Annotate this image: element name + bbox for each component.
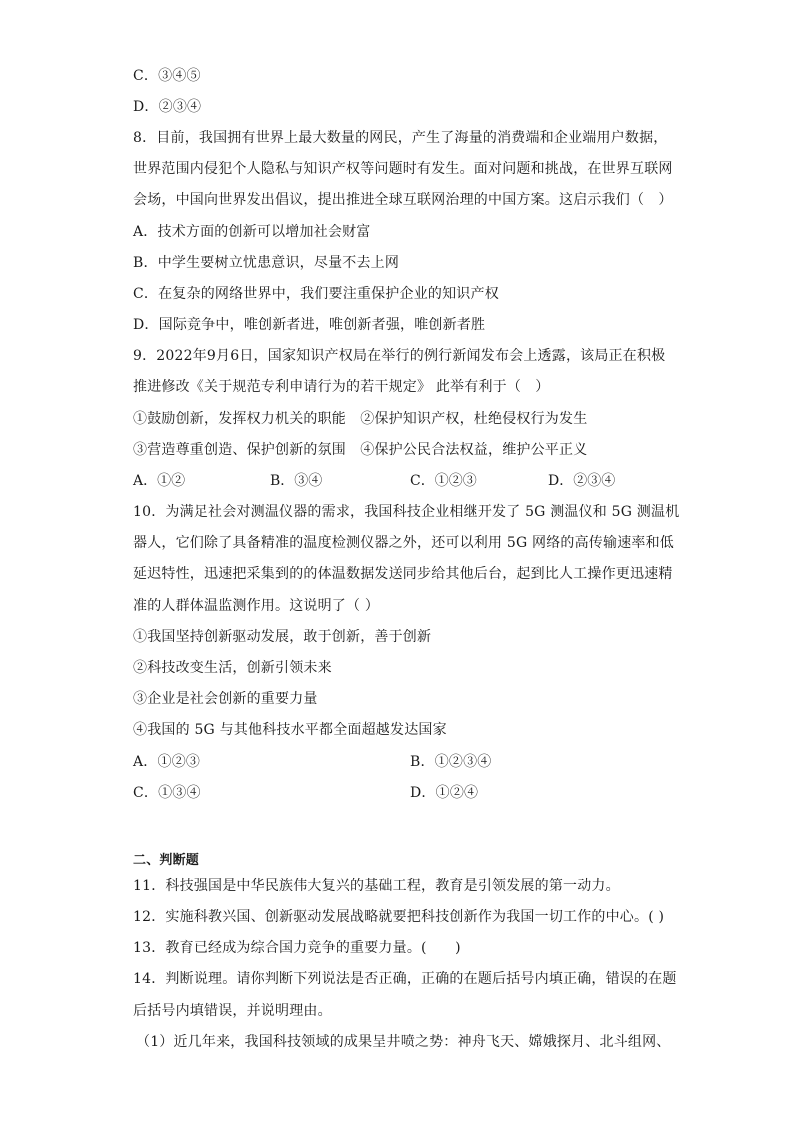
q9-statement-line: ③营造尊重创造、保护创新的氛围 ④保护公民合法权益，维护公平正义 (133, 442, 588, 458)
q10-statement: ①我国坚持创新驱动发展，敢于创新，善于创新 (133, 629, 432, 645)
q8-stem-line: 世界范围内侵犯个人隐私与知识产权等问题时有发生。面对问题和挑战，在世界互联网 (133, 161, 673, 177)
section-heading: 二、判断题 (133, 853, 200, 868)
q8-stem-line: 会场，中国向世界发出倡议，提出推进全球互联网治理的中国方案。这启示我们（ ） (133, 192, 673, 208)
q10-statement: ④我国的 5G 与其他科技水平都全面超越发达国家 (133, 722, 447, 738)
q11-text: 11．科技强国是中华民族伟大复兴的基础工程，教育是引领发展的第一动力。 (133, 878, 620, 894)
q9-stem-line: 推进修改《关于规范专利申请行为的若干规定》 此举有利于（ ） (133, 379, 550, 395)
q9-option-c: C．①②③ (410, 473, 477, 489)
q8-option-b: B．中学生要树立忧患意识，尽量不去上网 (133, 255, 400, 271)
q14-stem-line: 14．判断说理。请你判断下列说法是否正确，正确的在题后括号内填正确，错误的在题 (133, 971, 677, 987)
q13-text: 13．教育已经成为综合国力竞争的重要力量。( ) (133, 940, 461, 956)
q10-option-a: A．①②③ (133, 754, 201, 770)
q10-statement: ③企业是社会创新的重要力量 (133, 691, 318, 707)
q9-stem-line: 9．2022年9月6日，国家知识产权局在举行的例行新闻发布会上透露，该局正在积极 (133, 348, 666, 364)
q7-option-c: C．③④⑤ (133, 68, 201, 84)
q9-option-a: A．①② (133, 473, 186, 489)
q10-statement: ②科技改变生活，创新引领未来 (133, 660, 332, 676)
q12-text: 12．实施科教兴国、创新驱动发展战略就要把科技创新作为我国一切工作的中心。( ) (133, 909, 665, 925)
q10-option-b: B．①②③④ (410, 754, 492, 770)
q8-stem-line: 8．目前，我国拥有世界上最大数量的网民，产生了海量的消费端和企业端用户数据， (133, 130, 668, 146)
q14-subitem-line: （1）近几年来，我国科技领域的成果呈井喷之势：神舟飞天、嫦娥探月、北斗组网、 (136, 1034, 671, 1050)
q10-stem-line: 器人，它们除了具备精准的温度检测仪器之外，还可以利用 5G 网络的高传输速率和低 (133, 535, 674, 551)
q7-option-d: D．②③④ (133, 99, 202, 115)
q10-stem-line: 延迟特性，迅速把采集到的的体温数据发送同步给其他后台，起到比人工操作更迅速精 (133, 566, 673, 582)
q9-option-b: B．③④ (270, 473, 323, 489)
q10-option-d: D．①②④ (410, 785, 479, 801)
q8-option-c: C．在复杂的网络世界中，我们要注重保护企业的知识产权 (133, 286, 499, 302)
q8-option-d: D．国际竞争中，唯创新者进，唯创新者强，唯创新者胜 (133, 317, 486, 333)
q10-stem-line: 10．为满足社会对测温仪器的需求，我国科技企业相继开发了 5G 测温仪和 5G 测温机 (133, 504, 680, 520)
q10-option-c: C．①③④ (133, 785, 201, 801)
q9-option-d: D．②③④ (548, 473, 616, 489)
q14-stem-line: 后括号内填错误，并说明理由。 (133, 1003, 332, 1019)
q9-statement-line: ①鼓励创新，发挥权力机关的职能 ②保护知识产权，杜绝侵权行为发生 (133, 411, 588, 427)
q10-stem-line: 准的人群体温监测作用。这说明了（ ） (133, 598, 380, 614)
q8-option-a: A．技术方面的创新可以增加社会财富 (133, 224, 371, 240)
